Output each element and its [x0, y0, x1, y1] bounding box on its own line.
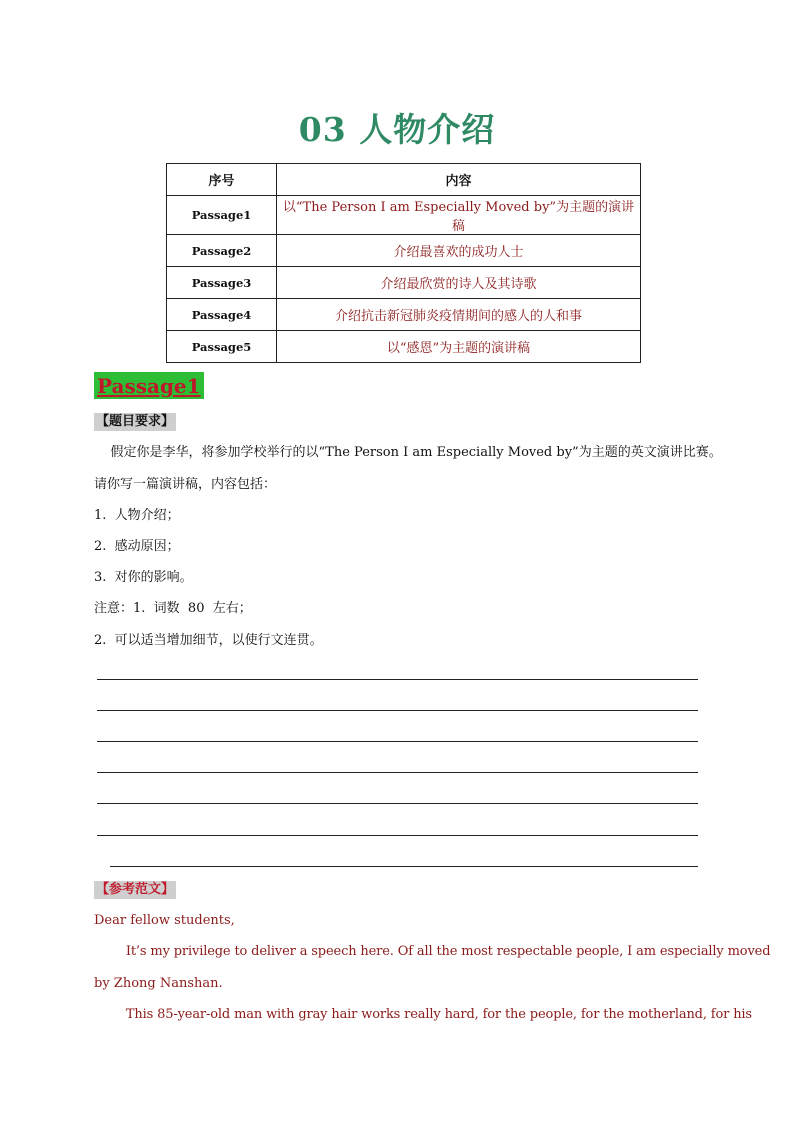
prompt-line: 请你写一篇演讲稿，内容包括： — [94, 477, 277, 492]
writing-line — [97, 835, 698, 836]
table-row — [167, 299, 641, 331]
page-title: 03 人物介绍 — [298, 110, 496, 149]
passage-content: 介绍最欣赏的诗人及其诗歌 — [277, 267, 641, 299]
sample-line: by Zhong Nanshan. — [94, 976, 223, 991]
prompt-line: 1. 人物介绍； — [94, 508, 180, 523]
prompt-line: 2. 感动原因； — [94, 539, 180, 554]
passage-content: 以“感恩”为主题的演讲稿 — [277, 331, 641, 363]
reference-tag: 【参考范文】 — [96, 882, 175, 897]
passage-content: 介绍抗击新冠肺炎疫情期间的感人的人和事 — [277, 299, 641, 331]
passage-table — [166, 163, 641, 363]
column-header-content: 内容 — [277, 164, 641, 196]
writing-line — [97, 772, 698, 773]
table-row — [167, 235, 641, 267]
column-header-number: 序号 — [167, 164, 277, 196]
passage-id: Passage1 — [167, 196, 277, 235]
writing-line — [97, 679, 698, 680]
table-row — [167, 196, 641, 235]
table-row — [167, 267, 641, 299]
table-header-row — [167, 164, 641, 196]
prompt-line: 3. 对你的影响。 — [94, 570, 193, 585]
sample-line: Dear fellow students, — [94, 913, 235, 928]
sample-line: It’s my privilege to deliver a speech here. Of all the most respectable people, I am especially moved — [94, 944, 771, 959]
writing-line — [97, 741, 698, 742]
section-label: Passage1 — [94, 372, 204, 399]
passage-id: Passage2 — [167, 235, 277, 267]
sample-line: This 85-year-old man with gray hair works really hard, for the people, for the motherland, for his — [94, 1007, 752, 1022]
writing-line — [110, 866, 698, 867]
prompt-line: 注意：1. 词数 80 左右； — [94, 601, 252, 616]
writing-line — [97, 803, 698, 804]
requirement-tag: 【题目要求】 — [96, 414, 175, 429]
passage-id: Passage5 — [167, 331, 277, 363]
prompt-line: 假定你是李华，将参加学校举行的以“The Person I am Especially Moved by”为主题的英文演讲比赛。 — [94, 445, 722, 460]
table-row — [167, 331, 641, 363]
passage-id: Passage3 — [167, 267, 277, 299]
passage-content: 介绍最喜欢的成功人士 — [277, 235, 641, 267]
passage-content: 以“The Person I am Especially Moved by”为主题的演讲稿 — [277, 196, 641, 235]
prompt-line: 2. 可以适当增加细节，以使行文连贯。 — [94, 633, 323, 648]
writing-line — [97, 710, 698, 711]
passage-id: Passage4 — [167, 299, 277, 331]
